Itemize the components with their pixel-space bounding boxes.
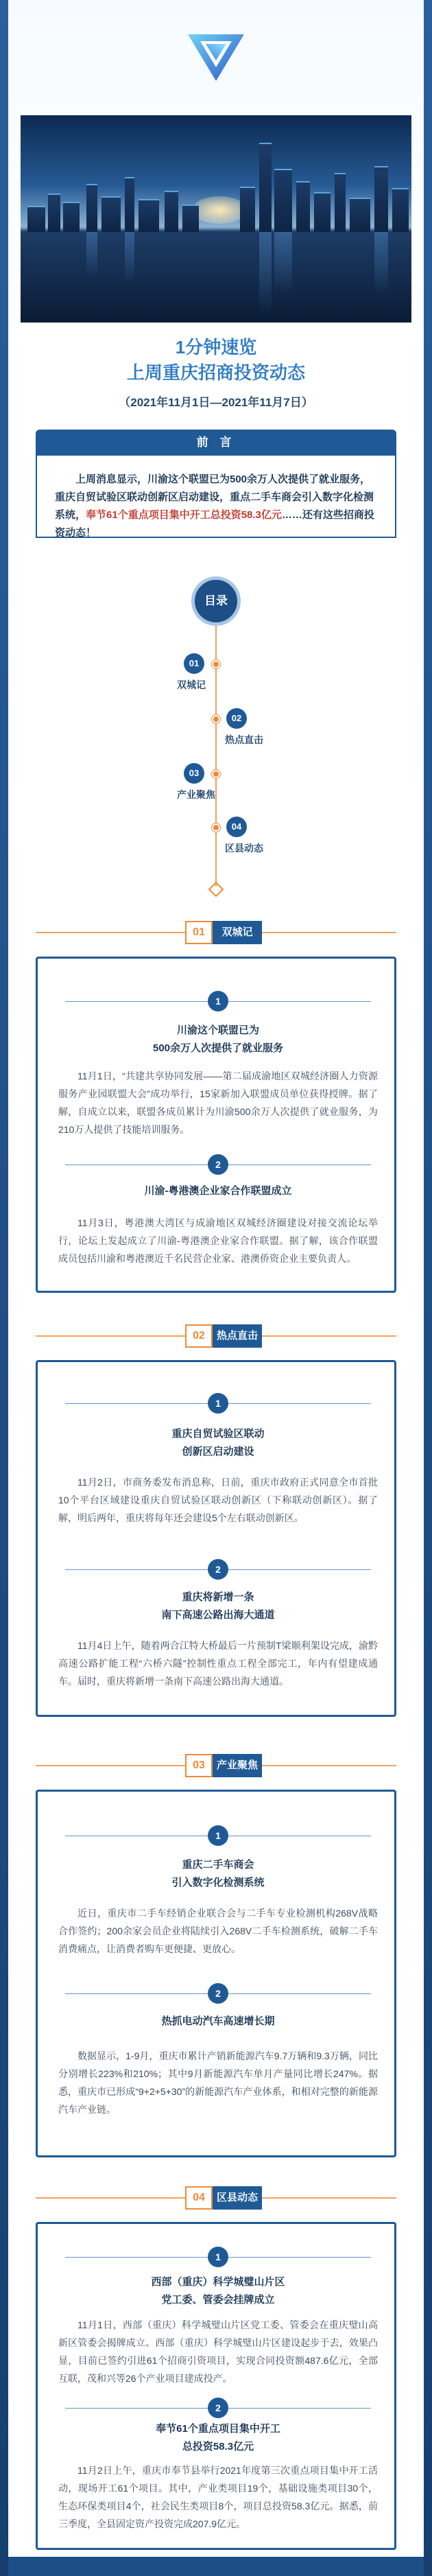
toc-item-2[interactable]: 热点直击 [225,734,263,745]
item-number: 1 [208,1393,228,1414]
section-num: 04 [185,2186,213,2210]
item-number: 2 [208,1559,228,1580]
section-num: 01 [185,921,213,944]
toc-num-2[interactable]: 02 [226,708,247,729]
toc-dot [212,823,220,832]
footer-band [8,2557,424,2576]
toc-dot [212,770,220,778]
toc-dot [212,660,220,668]
section-card-1 [36,957,396,1293]
section-header-2 [8,1324,424,1348]
toc-dot [212,715,220,723]
article-page [8,0,424,2576]
section-num: 03 [185,1754,213,1777]
item-number: 2 [208,1983,228,2004]
header [8,0,424,409]
item-number: 1 [208,1825,228,1846]
toc-item-4[interactable]: 区县动态 [225,843,263,854]
section-num: 02 [185,1324,213,1348]
item-body: 数据显示，1-9月，重庆市累计产销新能源汽车9.7万辆和9.3万辆，同比分别增长223%和210%；其中9月新能源汽车单月产量同比增长247%。据悉，重庆市已形成“9+2+5+30”的新能源汽车产业体系，和相对完整的新能源汽车产业链。 [58,2050,378,2115]
toc-center-badge: 目录 [191,576,241,626]
toc-num-4[interactable]: 04 [226,817,247,837]
item-title: 重庆二手车商会 引入数字化检测系统 [171,1859,265,1888]
item-title: 西部（重庆）科学城璧山片区 党工委、管委会挂牌成立 [151,2276,285,2306]
item-body: 11月2日，市商务委发布消息称，日前，重庆市政府正式同意全市首批10个平台区域建设重庆自贸试验区联动创新区（下称联动创新区）。据了解，明后两年，重庆将每年还会建设5个左右联动创新区。 [58,1477,378,1523]
item-number: 2 [208,1154,228,1175]
item-body: 11月3日，粤港澳大湾区与成渝地区双城经济圈建设对接交流论坛举行，论坛上发起成立了川渝-粤港澳企业家合作联盟。据了解，该合作联盟成员包括川渝和粤港澳近千名民营企业家、港澳侨资企业主要负责人。 [58,1217,378,1264]
toc-end-marker [208,882,224,898]
item-number: 2 [208,2398,228,2418]
item-title: 热抓电动汽车高速增长期 [161,2015,275,2027]
section-name: 热点直击 [213,1324,262,1348]
item-body: 11月4日上午，随着两合江特大桥最后一片预制T梁顺利架设完成，渝黔高速公路扩能工程“六桥六隧”控制性重点工程全部完工，年内有望建成通车。届时，重庆将新增一条南下高速公路出海大通道。 [58,1640,378,1687]
page-title-line1: 1分钟速览 [175,337,257,358]
item-body: 11月1日，西部（重庆）科学城璧山片区党工委、管委会在重庆璧山高新区管委会揭牌成立。西部（重庆）科学城璧山片区建设起步于去，效果凸显，目前已签约引进61个招商引资项目，实现合同投资额487.6亿元，全部互联，茂和兴等26个产业项目建成投产。 [58,2319,378,2384]
title-block [8,335,424,410]
city-skyline-image [21,115,411,323]
toc-item-3[interactable]: 产业聚焦 [177,789,215,800]
item-body: 11月2日上午，重庆市奉节县举行2021年度第三次重点项目集中开工活动，现场开工61个项目。其中，产业类项目19个，基础设施类项目30个，生态环保类项目4个，社会民生类项目8个，项目总投资58.3亿元。据悉，前三季度，全县固定资产投资完成207.9亿元。 [58,2465,378,2529]
intro-heading: 前 言 [196,436,236,449]
item-title: 重庆将新增一条 南下高速公路出海大通道 [161,1591,275,1621]
section-name: 区县动态 [213,2186,262,2210]
item-title: 重庆自贸试验区联动 创新区启动建设 [171,1428,265,1457]
item-number: 1 [208,991,228,1011]
section-card-2 [36,1360,396,1717]
toc-item-1[interactable]: 双城记 [177,679,206,690]
item-title: 川渝这个联盟已为 500余万人次提供了就业服务 [152,1024,284,1054]
right-border [424,0,432,2576]
item-title: 奉节61个重点项目集中开工 总投资58.3亿元 [156,2423,280,2452]
date-range: （2021年11月1日—2021年11月7日） [119,396,313,409]
item-title: 川渝-粤港澳企业家合作联盟成立 [144,1185,292,1197]
left-border [0,0,8,2576]
page-title-line2: 上周重庆招商投资动态 [126,362,305,383]
intro-highlight: 奉节61个重点项目集中开工总投资58.3亿元 [86,509,282,521]
item-body: 近日，重庆市二手车经销企业联合会与二手车专业检测机构268V战略合作签约；200余家会员企业将陆续引入268V二手车检测系统，破解二手车消费痛点，让消费者购车更便捷、更放心。 [58,1908,378,1954]
section-name: 双城记 [213,921,262,944]
section-header-1 [8,921,424,944]
intro-text: 上周消息显示，川渝这个联盟已为500余万人次提供了就业服务，重庆自贸试验区联动创新区启动建设，重点二手车商会引入数字化检测系统，奉节61个重点项目集中开工总投资58.3亿元……还有这些招商投资动态！ [36,456,396,538]
toc-num-3[interactable]: 03 [184,763,204,784]
section-header-3 [8,1754,424,1777]
toc-num-1[interactable]: 01 [184,653,204,674]
intro-header [36,430,396,456]
section-card-3 [36,1790,396,2157]
section-card-4 [36,2222,396,2550]
triangle-logo-icon [185,29,247,84]
item-body: 11月1日，“共建共享协同发展——第二届成渝地区双城经济圈人力资源服务产业园联盟大会”成功举行，15家新加入联盟成员单位获得授牌。据了解，自成立以来，联盟各成员累计为川渝500余万人次提供了就业服务，为210万人提供了技能培训服务。 [58,1070,378,1135]
item-number: 1 [208,2247,228,2267]
section-header-4 [8,2186,424,2210]
section-name: 产业聚焦 [213,1754,262,1777]
